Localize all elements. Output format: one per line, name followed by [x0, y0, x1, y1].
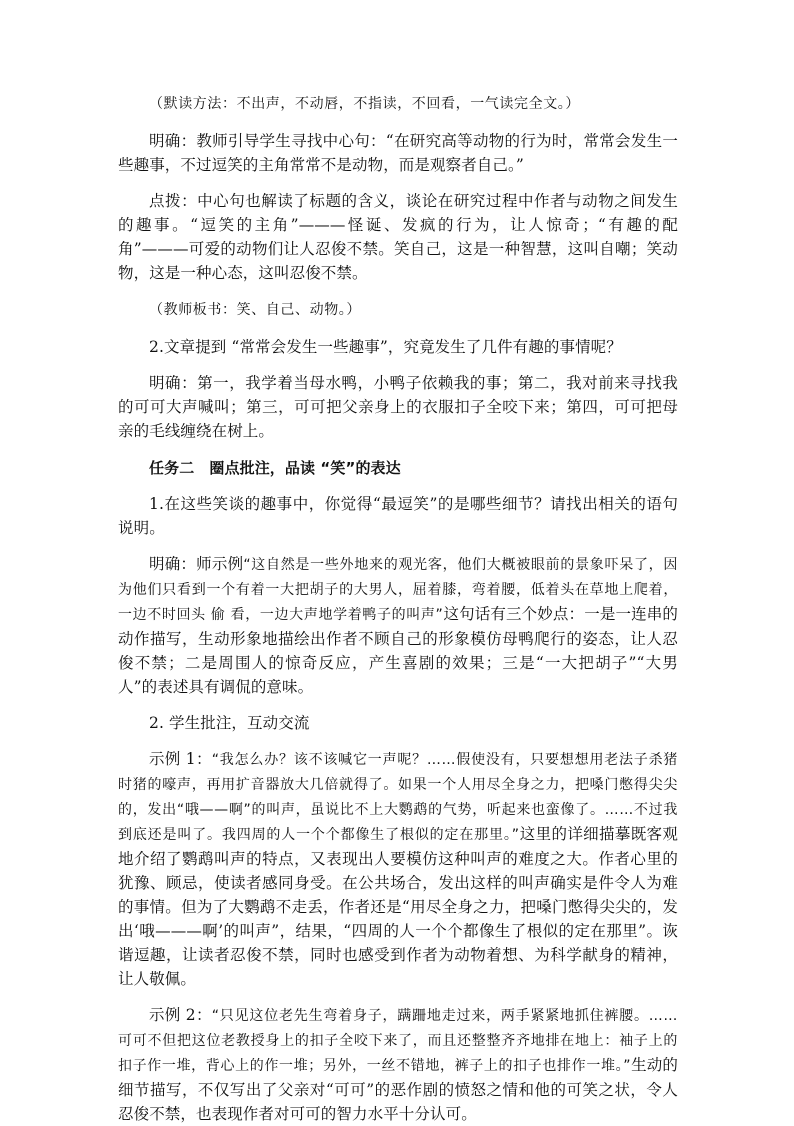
task-two-heading: 任务二 圈点批注，品读 “笑”的表达 [149, 459, 401, 477]
document-page [118, 92, 678, 1126]
example-2-label: 示例 2： [149, 1006, 212, 1024]
example-2-paragraph [118, 1003, 678, 1126]
reading-method-note: （默读方法：不出声，不动唇，不指读，不回看，一气读完全文。） [149, 96, 580, 112]
teacher-example-analysis: 这句话有三个妙点：一是一连串的动作描写，生动形象地描绘出作者不顾自己的形象模仿母鸭爬行的姿态，让人忍俊不禁；二是周围人的惊奇反应，产生喜剧的效果；三是“一大把胡子”“大男人”的表述具有调侃的意味。 [118, 605, 678, 696]
example-2-analysis: 生动的细节描写，不仅写出了父亲对“可可”的恶作剧的愤怒之情和他的可笑之状，令人忍俊不禁，也表现作者对可可的智力水平十分认可。 [118, 1056, 678, 1123]
example-1-analysis: 这里的详细描摹既客观地介绍了鹦鹉叫声的特点，又表现出人要模仿这种叫声的难度之大。作者心里的犹豫、顾忌，使读者感同身受。在公共场合，发出这样的叫声确实是件令人为难的事情。但为了大鹦鹉不走丢，作者还是“用尽全身之力，把嗓门憋得尖尖的，发出‘哦———啊’的叫声”，结果，“四周的人一个个都像生了根似的定在那里”。诙谐逗趣，让读者忍俊不禁，同时也感受到作者为动物着想、为科学献身的精神，让人敬佩。 [118, 825, 678, 988]
example-1-quote: “我怎么办？该不该喊它一声呢？……假使没有，只要想想用老法子杀猪时猪的嚎声，再用扩音器放大几倍就得了。如果一个人用尽全身之力，把嗓门憋得尖尖的，发出“哦——啊”的叫声，虽说比不上大鹦鹉的气势，听起来也蛮像了。……不过我到底还是叫了。我四周的人一个个都像生了根似的定在那里。” [118, 752, 679, 843]
teacher-example-quote: “这自然是一些外地来的观光客，他们大概被眼前的景象吓呆了，因为他们只看到一个有着一大把胡子的大男人，屈着膝，弯着腰，低着头在草地上爬着，一边不时回头 偷 看，一边大声地学着鸭子的叫声” [118, 557, 678, 623]
task-two-question-1: 1.在这些笑谈的趣事中，你觉得“最逗笑”的是哪些细节？请找出相关的语句说明。 [118, 495, 678, 537]
hint-paragraph: 点拨：中心句也解读了标题的含义，谈论在研究过程中作者与动物之间发生的趣事。“逗笑的主角”———怪诞、发疯的行为，让人惊奇；“有趣的配角”———可爱的动物们让人忍俊不禁。笑自己，这是一种智慧，这叫自嘲；笑动物，这是一种心态，这叫忍俊不禁。 [118, 192, 678, 282]
example-1-paragraph [118, 747, 678, 991]
example-1-label: 示例 1： [149, 750, 212, 768]
student-annotation-heading: 2. 学生批注，互动交流 [149, 714, 310, 732]
example-2-quote: “只见这位老先生弯着身子，蹒跚地走过来，两手紧紧地抓住裤腰。……可可不但把这位老教授身上的扣子全咬下来了，而且还整整齐齐地排在地上：袖子上的扣子作一堆，背心上的作一堆；另外，一丝不错地，裤子上的扣子也排作一堆。” [118, 1008, 679, 1074]
question-2: 2.文章提到 “常常会发生一些趣事”，究竟发生了几件有趣的事情呢？ [149, 338, 622, 356]
teacher-example-label: 明确：师示例 [149, 555, 244, 573]
clarification-central-sentence: 明确：教师引导学生寻找中心句：“在研究高等动物的行为时，常常会发生一些趣事，不过逗笑的主角常常不是动物，而是观察者自己。” [118, 132, 678, 174]
clarification-four-events: 明确：第一，我学着当母水鸭，小鸭子依赖我的事；第二，我对前来寻找我的可可大声喊叫；第三，可可把父亲身上的衣服扣子全咬下来；第四，可可把母亲的毛线缠绕在树上。 [118, 374, 678, 440]
teacher-board-note: （教师板书：笑、自己、动物。） [149, 302, 361, 318]
teacher-example-paragraph [118, 552, 678, 699]
